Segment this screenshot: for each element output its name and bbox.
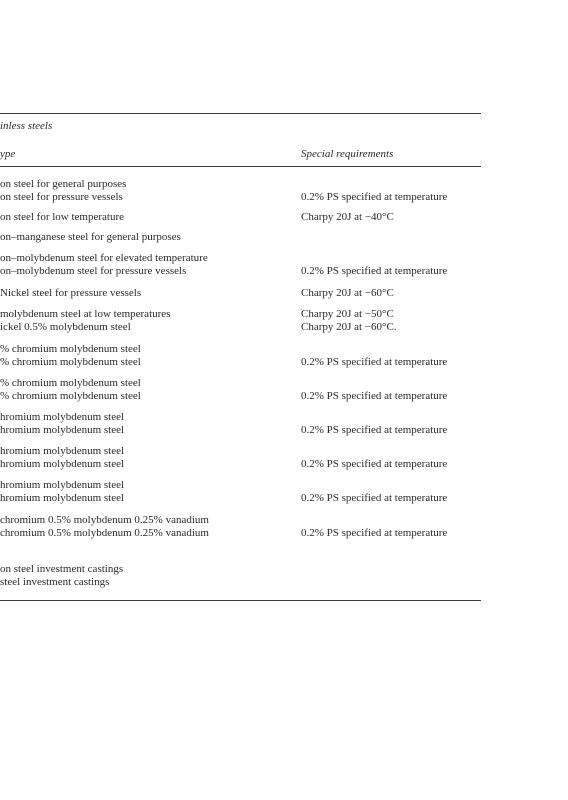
steel-type-line: hromium molybdenum steel	[0, 492, 125, 504]
header-rule	[0, 166, 481, 167]
steel-type-line: % chromium molybdenum steel	[0, 343, 141, 355]
special-requirement-cell	[301, 287, 394, 300]
special-requirement-line	[301, 479, 447, 492]
special-requirement-line: Charpy 20J at −40°C	[301, 211, 394, 223]
special-requirement-line: 0.2% PS specified at temperature	[301, 492, 448, 504]
special-requirement-line: Charpy 20J at −50°C	[301, 308, 394, 320]
special-requirement-line: 0.2% PS specified at temperature	[301, 458, 448, 470]
steel-type-cell	[0, 308, 170, 334]
special-requirement-line	[301, 178, 447, 191]
top-rule	[0, 113, 481, 114]
special-requirement-line: 0.2% PS specified at temperature	[301, 356, 448, 368]
steel-type-cell	[0, 343, 141, 369]
special-requirement-line: 0.2% PS specified at temperature	[301, 424, 448, 436]
special-requirement-cell	[301, 343, 447, 369]
steel-type-cell	[0, 377, 141, 403]
steel-type-cell	[0, 514, 209, 540]
steel-type-line: % chromium molybdenum steel	[0, 356, 141, 368]
steel-type-line: chromium 0.5% molybdenum 0.25% vanadium	[0, 514, 209, 526]
steel-type-line: on–molybdenum steel for pressure vessels	[0, 265, 187, 277]
steel-type-cell	[0, 231, 181, 244]
steel-type-cell	[0, 178, 126, 204]
steel-type-line: % chromium molybdenum steel	[0, 377, 141, 389]
special-requirement-line: Charpy 20J at −60°C	[301, 287, 394, 299]
steel-type-line: hromium molybdenum steel	[0, 445, 125, 457]
special-requirement-line	[301, 445, 447, 458]
column-header-type: ype	[0, 148, 16, 160]
steel-type-line: on steel investment castings	[0, 563, 124, 575]
steel-type-line: on steel for pressure vessels	[0, 191, 123, 203]
steel-type-line: hromium molybdenum steel	[0, 411, 125, 423]
steel-type-line: hromium molybdenum steel	[0, 424, 125, 436]
steel-type-line: on–manganese steel for general purposes	[0, 231, 181, 243]
special-requirement-line: Charpy 20J at −60°C.	[301, 321, 397, 333]
steel-type-cell	[0, 445, 124, 471]
steel-type-line: hromium molybdenum steel	[0, 458, 125, 470]
steel-type-cell	[0, 563, 123, 589]
special-requirement-cell	[301, 445, 447, 471]
special-requirement-line: 0.2% PS specified at temperature	[301, 191, 448, 203]
steel-type-line: ickel 0.5% molybdenum steel	[0, 321, 131, 333]
special-requirement-cell	[301, 178, 447, 204]
bottom-rule	[0, 600, 481, 601]
steel-type-cell	[0, 287, 141, 300]
steel-type-line: Nickel steel for pressure vessels	[0, 287, 142, 299]
steel-type-cell	[0, 211, 124, 224]
steel-type-line: chromium 0.5% molybdenum 0.25% vanadium	[0, 527, 209, 539]
steel-type-cell	[0, 252, 208, 278]
special-requirement-cell	[301, 479, 447, 505]
special-requirement-cell	[301, 308, 397, 334]
special-requirement-line: 0.2% PS specified at temperature	[301, 527, 448, 539]
special-requirement-line	[301, 343, 447, 356]
steel-type-line: on steel for low temperature	[0, 211, 125, 223]
table-caption: inless steels	[0, 120, 53, 132]
steel-type-line: % chromium molybdenum steel	[0, 390, 141, 402]
steel-type-cell	[0, 411, 124, 437]
steel-type-line: hromium molybdenum steel	[0, 479, 125, 491]
special-requirement-cell	[301, 211, 394, 224]
special-requirement-cell	[301, 514, 447, 540]
steel-type-line: on–molybdenum steel for elevated temperature	[0, 252, 208, 264]
special-requirement-line: 0.2% PS specified at temperature	[301, 390, 448, 402]
special-requirement-line: 0.2% PS specified at temperature	[301, 265, 448, 277]
special-requirement-line	[301, 377, 447, 390]
steel-type-cell	[0, 479, 124, 505]
special-requirement-cell	[301, 411, 447, 437]
special-requirement-line	[301, 514, 447, 527]
column-header-requirements: Special requirements	[301, 148, 394, 160]
special-requirement-cell	[301, 377, 447, 403]
special-requirement-line	[301, 411, 447, 424]
steel-type-line: steel investment castings	[0, 576, 110, 588]
steel-type-line: molybdenum steel at low temperatures	[0, 308, 171, 320]
special-requirement-line	[301, 252, 447, 265]
steel-type-line: on steel for general purposes	[0, 178, 127, 190]
special-requirement-cell	[301, 252, 447, 278]
